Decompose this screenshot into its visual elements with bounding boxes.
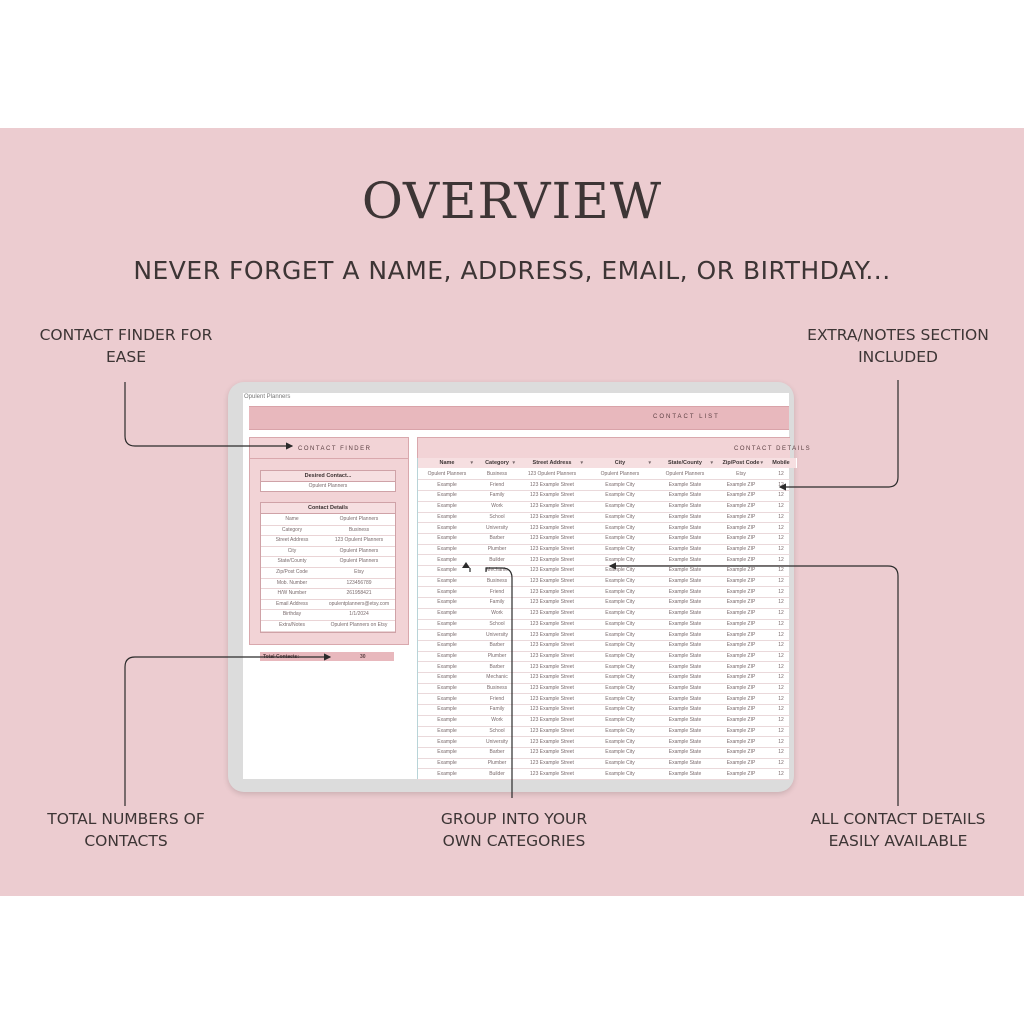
table-cell[interactable]: Example ZIP <box>726 631 756 638</box>
table-cell[interactable]: 123 Example Street <box>530 513 574 520</box>
table-cell[interactable]: Opulent Planners <box>600 471 640 477</box>
contact-detail-key: City <box>287 547 297 554</box>
category-cell[interactable]: Plumber <box>487 545 507 552</box>
table-cell[interactable]: Example State <box>668 588 702 595</box>
table-cell[interactable]: Example City <box>605 652 635 659</box>
category-cell[interactable]: Work <box>491 717 503 724</box>
filter-dropdown-icon[interactable]: ▾ <box>470 460 473 466</box>
category-cell[interactable]: Mechanic <box>486 567 508 574</box>
total-contacts-bar <box>260 652 394 661</box>
table-cell[interactable]: Example State <box>668 492 702 499</box>
table-cell[interactable]: 12 <box>778 556 784 563</box>
table-cell[interactable]: 123 Example Street <box>530 727 574 734</box>
spreadsheet-screen[interactable] <box>243 393 812 779</box>
table-cell[interactable]: Example State <box>668 738 702 745</box>
table-cell[interactable]: Example City <box>605 749 635 756</box>
table-cell[interactable]: Example <box>437 695 457 702</box>
table-cell[interactable]: Example ZIP <box>726 685 756 691</box>
table-cell[interactable]: Example <box>437 674 457 681</box>
table-cell[interactable]: Example ZIP <box>726 620 756 627</box>
table-cell[interactable]: Etsy <box>736 471 746 477</box>
table-cell[interactable]: Example ZIP <box>726 770 756 777</box>
table-cell[interactable]: 123 Example Street <box>530 503 574 510</box>
table-cell[interactable]: Opulent Planners <box>665 471 705 477</box>
contact-detail-key: Email Address <box>276 600 308 607</box>
table-cell[interactable]: Example State <box>668 481 702 488</box>
table-cell[interactable]: 123 Example Street <box>530 695 574 702</box>
table-cell[interactable]: Example State <box>668 620 702 627</box>
callout-total-line1: TOTAL NUMBERS OF <box>47 810 205 828</box>
table-cell[interactable]: 123 Example Street <box>530 588 574 595</box>
table-cell[interactable]: 123 Example Street <box>530 578 574 584</box>
contact-detail-row <box>261 620 395 632</box>
category-cell[interactable]: Barber <box>489 749 505 756</box>
table-cell[interactable]: 12 <box>778 631 784 638</box>
table-cell[interactable]: 12 <box>778 652 784 659</box>
contact-detail-key: Name <box>285 516 299 522</box>
contact-detail-value: Opulent Planners <box>339 558 379 565</box>
table-cell[interactable]: Example <box>437 481 457 488</box>
table-cell[interactable]: Example State <box>668 556 702 563</box>
column-header[interactable]: State/County ▾ <box>654 458 717 468</box>
table-cell[interactable]: 123 Example Street <box>530 642 574 649</box>
table-cell[interactable]: Example State <box>668 706 702 713</box>
table-cell[interactable]: 123 Example Street <box>530 631 574 638</box>
table-cell[interactable]: 123 Example Street <box>530 492 574 499</box>
table-cell[interactable]: Example City <box>605 642 635 649</box>
table-cell[interactable]: 123 Example Street <box>530 706 574 713</box>
page-title: OVERVIEW <box>361 172 663 230</box>
table-cell[interactable]: Example <box>437 503 457 510</box>
table-cell[interactable]: Example ZIP <box>726 695 756 702</box>
filter-dropdown-icon[interactable]: ▾ <box>512 460 515 466</box>
category-cell[interactable]: University <box>486 631 508 638</box>
table-cell[interactable]: 12 <box>778 759 784 766</box>
contact-detail-value: Business <box>348 526 370 533</box>
table-cell[interactable]: 12 <box>778 749 784 756</box>
page-subtitle: NEVER FORGET A NAME, ADDRESS, EMAIL, OR BIRTHDAY... <box>133 256 891 285</box>
table-cell[interactable]: Example ZIP <box>726 481 756 488</box>
category-cell[interactable]: University <box>486 738 508 745</box>
table-cell[interactable]: Example State <box>668 545 702 552</box>
contact-details-header-bar <box>417 437 812 459</box>
table-cell[interactable]: Example City <box>605 578 635 584</box>
category-cell[interactable]: Barber <box>489 663 505 670</box>
table-cell[interactable]: Example <box>437 652 457 659</box>
desired-contact-box <box>260 470 396 492</box>
category-cell[interactable]: Work <box>491 610 503 617</box>
table-cell[interactable]: Example State <box>668 599 702 606</box>
table-cell[interactable]: 123 Example Street <box>530 759 574 766</box>
table-cell[interactable]: Example <box>437 599 457 606</box>
table-cell[interactable]: 12 <box>778 567 784 574</box>
category-cell[interactable]: Friend <box>489 695 505 702</box>
table-cell[interactable]: Example ZIP <box>726 738 756 745</box>
contact-detail-key: Zip/Post Code <box>276 569 308 575</box>
table-cell[interactable]: 12 <box>778 706 784 713</box>
callout-total-contacts <box>30 808 222 852</box>
row-divider <box>418 779 790 780</box>
table-cell[interactable]: 12 <box>778 642 784 649</box>
table-cell[interactable]: Example City <box>605 663 635 670</box>
desired-contact-header: Desired Contact... <box>261 471 395 482</box>
contact-finder-panel <box>249 437 409 645</box>
callout-categories-line1: GROUP INTO YOUR <box>440 810 588 828</box>
table-cell[interactable]: Example City <box>605 481 635 488</box>
table-cell[interactable]: Example City <box>605 770 635 777</box>
table-cell[interactable]: Example <box>437 524 457 531</box>
table-cell[interactable]: 123 Example Street <box>530 663 574 670</box>
contact-detail-value: 261958421 <box>346 590 372 597</box>
table-cell[interactable]: 123 Example Street <box>530 652 574 659</box>
callout-contact-finder-line1: CONTACT FINDER FOR <box>39 326 213 344</box>
callout-contact-finder-line2: EASE <box>105 348 147 366</box>
table-cell[interactable]: Example ZIP <box>726 652 756 659</box>
table-cell[interactable]: Example State <box>668 567 702 574</box>
table-cell[interactable]: Example ZIP <box>726 663 756 670</box>
table-cell[interactable]: Example <box>437 578 457 584</box>
table-cell[interactable]: Example ZIP <box>726 727 756 734</box>
filter-dropdown-icon[interactable]: ▾ <box>580 460 583 466</box>
contact-detail-key: Mob. Number <box>276 579 308 586</box>
callout-details-line1: ALL CONTACT DETAILS <box>810 810 986 828</box>
table-cell[interactable]: Example ZIP <box>726 535 756 542</box>
contact-detail-value: Opulent Planners <box>339 547 379 554</box>
table-cell[interactable]: Opulent Planners <box>427 471 467 477</box>
table-cell[interactable]: Example <box>437 663 457 670</box>
category-cell[interactable]: Plumber <box>487 759 507 766</box>
table-cell[interactable]: 123 Example Street <box>530 535 574 542</box>
table-cell[interactable]: Example <box>437 588 457 595</box>
table-cell[interactable]: 12 <box>778 535 784 542</box>
table-cell[interactable]: Example City <box>605 717 635 724</box>
table-cell[interactable]: Example ZIP <box>726 749 756 756</box>
callout-total-line2: CONTACTS <box>84 832 168 850</box>
table-cell[interactable]: Example State <box>668 749 702 756</box>
column-header[interactable]: Mobile <box>766 458 797 468</box>
table-cell[interactable]: Example <box>437 727 457 734</box>
callout-notes-line1: EXTRA/NOTES SECTION <box>807 326 989 344</box>
category-cell[interactable]: Builder <box>489 770 505 777</box>
table-cell[interactable]: Example State <box>668 759 702 766</box>
category-cell[interactable]: Business <box>486 578 508 584</box>
category-cell[interactable]: University <box>486 524 508 531</box>
table-cell[interactable]: Example City <box>605 545 635 552</box>
contact-list-bar <box>249 406 789 430</box>
table-cell[interactable]: Example <box>437 567 457 574</box>
table-cell[interactable]: Example State <box>668 642 702 649</box>
table-cell[interactable]: Example <box>437 513 457 520</box>
contact-detail-value: opulentplanners@etsy.com <box>328 600 390 607</box>
table-cell[interactable]: Example State <box>668 695 702 702</box>
contact-details-box <box>260 502 396 633</box>
table-cell[interactable]: Example <box>437 492 457 499</box>
table-cell[interactable]: Example <box>437 759 457 766</box>
table-cell[interactable]: Example ZIP <box>726 492 756 499</box>
contact-detail-value: 1/1/2024 <box>349 611 369 618</box>
category-cell[interactable]: Friend <box>489 588 505 595</box>
table-cell[interactable]: Example <box>437 706 457 713</box>
category-cell[interactable]: School <box>489 620 505 627</box>
table-cell[interactable]: Example <box>437 620 457 627</box>
table-cell[interactable]: 123 Example Street <box>530 567 574 574</box>
table-cell[interactable]: Example State <box>668 770 702 777</box>
desired-contact-dropdown[interactable]: Opulent Planners <box>308 483 348 489</box>
table-cell[interactable]: Example <box>437 717 457 724</box>
column-header[interactable]: Street Address ▾ <box>518 458 587 468</box>
total-contacts-value: 30 <box>360 654 366 660</box>
table-cell[interactable]: Example ZIP <box>726 567 756 574</box>
table-cell[interactable]: Example City <box>605 738 635 745</box>
table-cell[interactable]: Example ZIP <box>726 588 756 595</box>
table-cell[interactable]: Example <box>437 545 457 552</box>
table-cell[interactable]: 12 <box>778 524 784 531</box>
table-cell[interactable]: 12 <box>778 492 784 499</box>
contact-details-title: CONTACT DETAILS <box>734 446 812 452</box>
table-cell[interactable]: Example <box>437 685 457 691</box>
table-cell[interactable]: Example ZIP <box>726 524 756 531</box>
table-cell[interactable]: Example <box>437 770 457 777</box>
table-cell[interactable]: 12 <box>778 695 784 702</box>
table-cell[interactable]: Example State <box>668 652 702 659</box>
contact-detail-key: Extra/Notes <box>278 622 306 628</box>
table-cell[interactable]: 12 <box>778 471 784 477</box>
filter-dropdown-icon[interactable]: ▾ <box>760 460 763 466</box>
table-cell[interactable]: 12 <box>778 503 784 510</box>
table-cell[interactable]: 123 Example Street <box>530 524 574 531</box>
table-cell[interactable]: Example <box>437 535 457 542</box>
table-cell[interactable]: 123 Example Street <box>530 620 574 627</box>
table-cell[interactable]: 12 <box>778 727 784 734</box>
contact-detail-key: Category <box>281 526 303 533</box>
table-cell[interactable]: 12 <box>778 481 784 488</box>
table-cell[interactable]: 123 Example Street <box>530 685 574 691</box>
callout-details-line2: EASILY AVAILABLE <box>828 832 968 850</box>
category-cell[interactable]: Friend <box>489 481 505 488</box>
contact-detail-key: Birthday <box>282 611 302 618</box>
table-cell[interactable]: Example City <box>605 513 635 520</box>
brand-label: Opulent Planners <box>244 394 291 400</box>
table-cell[interactable]: Example <box>437 642 457 649</box>
table-cell[interactable]: Example ZIP <box>726 599 756 606</box>
contact-detail-value: Opulent Planners <box>339 516 379 522</box>
table-cell[interactable]: 12 <box>778 685 784 691</box>
table-cell[interactable]: Example ZIP <box>726 556 756 563</box>
category-cell[interactable]: Business <box>486 471 508 477</box>
table-cell[interactable]: Example City <box>605 631 635 638</box>
column-header[interactable]: Category ▾ <box>476 458 519 468</box>
table-cell[interactable]: Example State <box>668 513 702 520</box>
category-cell[interactable]: Family <box>489 706 505 713</box>
category-cell[interactable]: School <box>489 513 505 520</box>
category-cell[interactable]: Barber <box>489 535 505 542</box>
table-cell[interactable]: 12 <box>778 770 784 777</box>
category-cell[interactable]: Builder <box>489 556 505 563</box>
total-contacts-label: Total Contacts: <box>263 654 300 660</box>
column-header[interactable]: Name ▾ <box>418 458 477 468</box>
category-cell[interactable]: Family <box>489 492 505 499</box>
contact-list-title: CONTACT LIST <box>653 414 720 420</box>
callout-categories-line2: OWN CATEGORIES <box>442 832 586 850</box>
table-cell[interactable]: Example City <box>605 524 635 531</box>
category-cell[interactable]: Barber <box>489 642 505 649</box>
category-cell[interactable]: Plumber <box>487 652 507 659</box>
table-cell[interactable]: Example State <box>668 685 702 691</box>
callout-notes-section <box>796 324 1000 368</box>
table-cell[interactable]: Example State <box>668 535 702 542</box>
table-cell[interactable]: 123 Example Street <box>530 545 574 552</box>
table-cell[interactable]: 12 <box>778 663 784 670</box>
table-cell[interactable]: 123 Example Street <box>530 610 574 617</box>
table-cell[interactable]: Example <box>437 631 457 638</box>
table-cell[interactable]: 123 Example Street <box>530 717 574 724</box>
table-cell[interactable]: Example State <box>668 503 702 510</box>
table-cell[interactable]: Example ZIP <box>726 578 756 584</box>
table-cell[interactable]: 123 Example Street <box>530 738 574 745</box>
table-cell[interactable]: Example City <box>605 695 635 702</box>
table-cell[interactable]: Example State <box>668 610 702 617</box>
table-cell[interactable]: 12 <box>778 578 784 584</box>
table-cell[interactable]: 123 Example Street <box>530 481 574 488</box>
table-cell[interactable]: Example <box>437 556 457 563</box>
table-cell[interactable]: 12 <box>778 513 784 520</box>
table-cell[interactable]: Example City <box>605 727 635 734</box>
contact-detail-key: State/County <box>277 558 307 565</box>
table-cell[interactable]: 12 <box>778 620 784 627</box>
category-cell[interactable]: Work <box>491 503 503 510</box>
filter-dropdown-icon[interactable]: ▾ <box>648 460 651 466</box>
table-cell[interactable]: 123 Example Street <box>530 749 574 756</box>
table-cell[interactable]: Example City <box>605 588 635 595</box>
table-cell[interactable]: 12 <box>778 599 784 606</box>
contact-finder-title: CONTACT FINDER <box>298 446 372 452</box>
table-cell[interactable]: Example State <box>668 631 702 638</box>
table-cell[interactable]: Example City <box>605 556 635 563</box>
callout-contact-finder <box>28 324 224 368</box>
table-cell[interactable]: Example State <box>668 663 702 670</box>
table-cell[interactable]: Example ZIP <box>726 503 756 510</box>
table-cell[interactable]: 123 Opulent Planners <box>527 471 577 477</box>
table-cell[interactable]: Example State <box>668 674 702 681</box>
contact-details-header: Contact Details <box>261 503 395 514</box>
table-cell[interactable]: Example ZIP <box>726 759 756 766</box>
table-cell[interactable]: Example City <box>605 674 635 681</box>
category-cell[interactable]: School <box>489 727 505 734</box>
table-cell[interactable]: Example ZIP <box>726 513 756 520</box>
table-cell[interactable]: Example ZIP <box>726 706 756 713</box>
table-cell[interactable]: Example City <box>605 599 635 606</box>
category-cell[interactable]: Business <box>486 685 508 691</box>
callout-categories <box>414 808 614 852</box>
table-cell[interactable]: 123 Example Street <box>530 599 574 606</box>
table-cell[interactable]: Example City <box>605 620 635 627</box>
table-cell[interactable]: Example City <box>605 492 635 499</box>
contacts-table <box>417 458 790 779</box>
table-cell[interactable]: Example ZIP <box>726 717 756 724</box>
table-cell[interactable]: Example State <box>668 717 702 724</box>
table-cell[interactable]: Example <box>437 738 457 745</box>
table-cell[interactable]: 123 Example Street <box>530 556 574 563</box>
table-cell[interactable]: Example ZIP <box>726 674 756 681</box>
table-cell[interactable]: Example State <box>668 524 702 531</box>
table-cell[interactable]: 123 Example Street <box>530 674 574 681</box>
contact-detail-key: Street Address <box>275 537 309 544</box>
category-cell[interactable]: Family <box>489 599 505 606</box>
column-header[interactable]: City ▾ <box>586 458 655 468</box>
table-cell[interactable]: Example City <box>605 759 635 766</box>
contact-detail-value: 123 Opulent Planners <box>334 537 384 544</box>
callout-contact-details <box>796 808 1000 852</box>
table-cell[interactable]: Example City <box>605 535 635 542</box>
table-cell[interactable]: 12 <box>778 674 784 681</box>
table-cell[interactable]: 12 <box>778 545 784 552</box>
table-cell[interactable]: Example <box>437 610 457 617</box>
table-cell[interactable]: Example City <box>605 610 635 617</box>
table-cell[interactable]: Example City <box>605 685 635 691</box>
contact-detail-key: H/W Number <box>277 590 307 597</box>
table-cell[interactable]: Example City <box>605 503 635 510</box>
table-cell[interactable]: 12 <box>778 610 784 617</box>
table-cell[interactable]: Example State <box>668 727 702 734</box>
filter-dropdown-icon[interactable]: ▾ <box>710 460 713 466</box>
contact-detail-value: 123456789 <box>346 579 372 586</box>
table-cell[interactable]: Example City <box>605 567 635 574</box>
table-cell[interactable]: 123 Example Street <box>530 770 574 777</box>
table-cell[interactable]: Example ZIP <box>726 610 756 617</box>
contact-finder-header <box>250 438 408 459</box>
table-cell[interactable]: 12 <box>778 588 784 595</box>
table-cell[interactable]: Example City <box>605 706 635 713</box>
table-cell[interactable]: 12 <box>778 717 784 724</box>
category-cell[interactable]: Mechanic <box>486 674 508 681</box>
table-cell[interactable]: Example <box>437 749 457 756</box>
table-cell[interactable]: Example ZIP <box>726 642 756 649</box>
table-cell[interactable]: Example State <box>668 578 702 584</box>
column-header[interactable]: Zip/Post Code ▾ <box>716 458 767 468</box>
callout-notes-line2: INCLUDED <box>858 348 938 366</box>
contact-detail-value: Opulent Planners on Etsy <box>330 622 388 628</box>
table-cell[interactable]: 12 <box>778 738 784 745</box>
table-cell[interactable]: Example ZIP <box>726 545 756 552</box>
contact-detail-value: Etsy <box>354 569 364 575</box>
